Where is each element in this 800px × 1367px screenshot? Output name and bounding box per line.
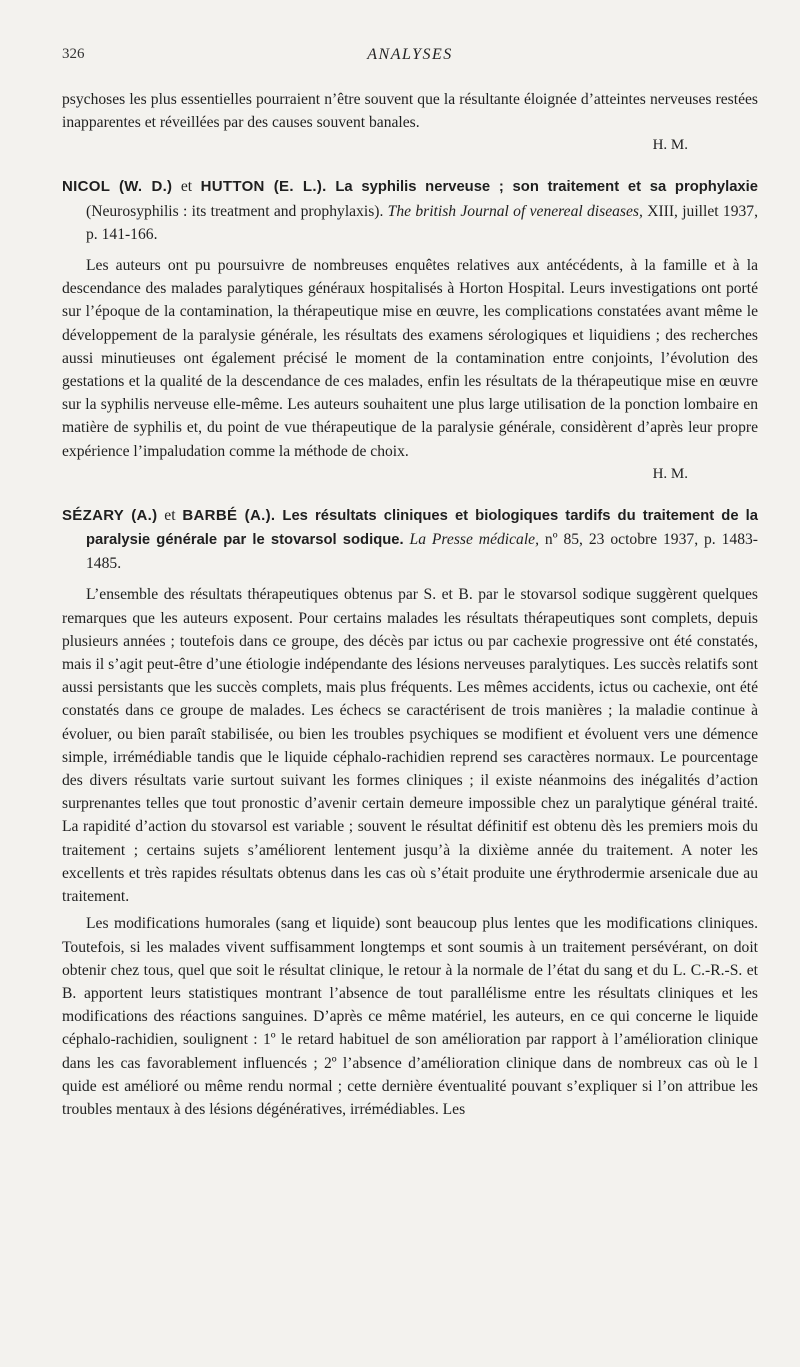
entry-subtitle: (Neurosyphilis : its treatment and prophylaxis). <box>86 202 388 220</box>
entry-heading-sezary-barbe <box>62 504 758 576</box>
journal-name: La Presse médicale, <box>403 531 539 549</box>
journal-page <box>62 38 758 1121</box>
entry-body-paragraph-2: Les modifications humorales (sang et liquide) sont beaucoup plus lentes que les modifications cliniques. Toutefois, si les malades vivent suffisamment longtemps et sont soumis à un traitement persévérant, on doit obtenir chez tous, quel que soit le résultat clinique, le retour à la normale de l’état du sang et du L. C.-R.-S. et B. apportent leurs statistiques montrant l’absence de tout parallélisme entre les résultats cliniques et les modifications des réactions sanguines. D’après ce même matériel, les auteurs, en ce qui concerne le liquide céphalo-rachidien, soulignent : 1º le retard habituel de son amélioration par rapport à l’amélioration clinique dans les cas favorablement influencés ; 2º l’absence d’amélioration clinique dans de nombreux cas où le l quide est amélioré ou même rendu normal ; cette dernière éventualité pouvant s’expliquer si l’on attribue les troubles mentaux à des lésions dégénératives, irrémédiables. Les <box>62 915 758 1118</box>
page-number: 326 <box>62 46 85 62</box>
journal-name: The british Journal of venereal diseases, <box>387 202 643 220</box>
entry-body: Les auteurs ont pu poursuivre de nombreuses enquêtes relatives aux antécédents, à la famille et à la descendance des malades paralytiques généraux hospitalisés à Horton Hospital. Leurs investigations ont porté sur l’époque de la contamination, la thérapeutique mise en œuvre, les complications constatées avant même le développement de la paralysie générale, les résultats des examens sérologiques et liquidiens ; des recherches aussi minutieuses ont également précisé le moment de la contamination entre conjoints, l’évolution des gestations et la qualité de la descendance de ces malades, enfin les résultats de la thérapeutique mise en œuvre sur la syphilis nerveuse elle-même. Les auteurs souhaitent une plus large utilisation de la ponction lombaire en matière de syphilis et, du point de vue thérapeutique de la paralysie générale, considèrent d’après leur propre expérience l’impaludation comme la méthode de choix. <box>62 257 758 460</box>
journal-reference: XIII, juillet 1937, p. 141-166. <box>86 202 758 243</box>
entry-authors-2: HUTTON (E. L.). <box>200 178 327 196</box>
entry-title: La syphilis nerveuse ; son traitement et sa prophylaxie <box>326 179 758 196</box>
signature-initials: H. M. <box>652 465 688 482</box>
author-conjunction: et <box>157 506 183 524</box>
running-title: ANALYSES <box>367 46 453 63</box>
running-head <box>62 38 758 66</box>
author-conjunction: et <box>172 178 201 196</box>
entry-authors-2: BARBÉ (A.). <box>182 506 276 524</box>
continued-paragraph: psychoses les plus essentielles pourraient n’être souvent que la résultante éloignée d’atteintes nerveuses restées inapparentes et réveillées par des causes souvent banales. <box>62 91 758 132</box>
journal-reference: nº 85, 23 octobre 1937, p. 1483-1485. <box>86 531 758 573</box>
entry-authors: NICOL (W. D.) <box>62 178 173 196</box>
entry-authors: SÉZARY (A.) <box>62 506 158 524</box>
signature-initials: H. M. <box>652 137 688 154</box>
entry-body-paragraph-1: L’ensemble des résultats thérapeutiques obtenus par S. et B. par le stovarsol sodique suggèrent quelques remarques que les auteurs exposent. Pour certains malades les résultats thérapeutiques sont complets, depuis plusieurs années ; toutefois dans ce groupe, des décès par ictus ou par cachexie progressive ont été constatés, mais il s’agit peut-être d’une étiologie indépendante des lésions nerveuses paralytiques. Les succès relatifs sont aussi persistants que les succès complets, mais plus fréquents. Les mêmes accidents, ictus ou cachexie, ont été constatés dans ce groupe de malades. Les échecs se caractérisent de trois manières ; la maladie continue à évoluer, ou bien paraît stabilisée, ou bien les troubles psychiques se modifient et évoluent vers une démence simple, irrémédiable tandis que le liquide céphalo-rachidien reprend ses caractères normaux. Le pourcentage des divers résultats varie surtout suivant les formes cliniques ; il existe néanmoins des inégalités d’action surprenantes telles que tout pronostic d’avenir certain demeure impossible chez un paralytique général traité. La rapidité d’action du stovarsol est variable ; souvent le résultat définitif est obtenu dès les premiers mois du traitement ; certains sujets s’améliorent lentement jusqu’à la dixième année du traitement. A noter les excellents et très rapides résultats obtenus dans les cas où s’était produite une érythrodermie arsenicale due au traitement. <box>62 586 758 906</box>
entry-title: Les résultats cliniques et biologiques tardifs du traitement de la paralysie générale par le stovarsol sodique. <box>86 507 758 549</box>
entry-heading-nicol-hutton <box>62 175 758 246</box>
